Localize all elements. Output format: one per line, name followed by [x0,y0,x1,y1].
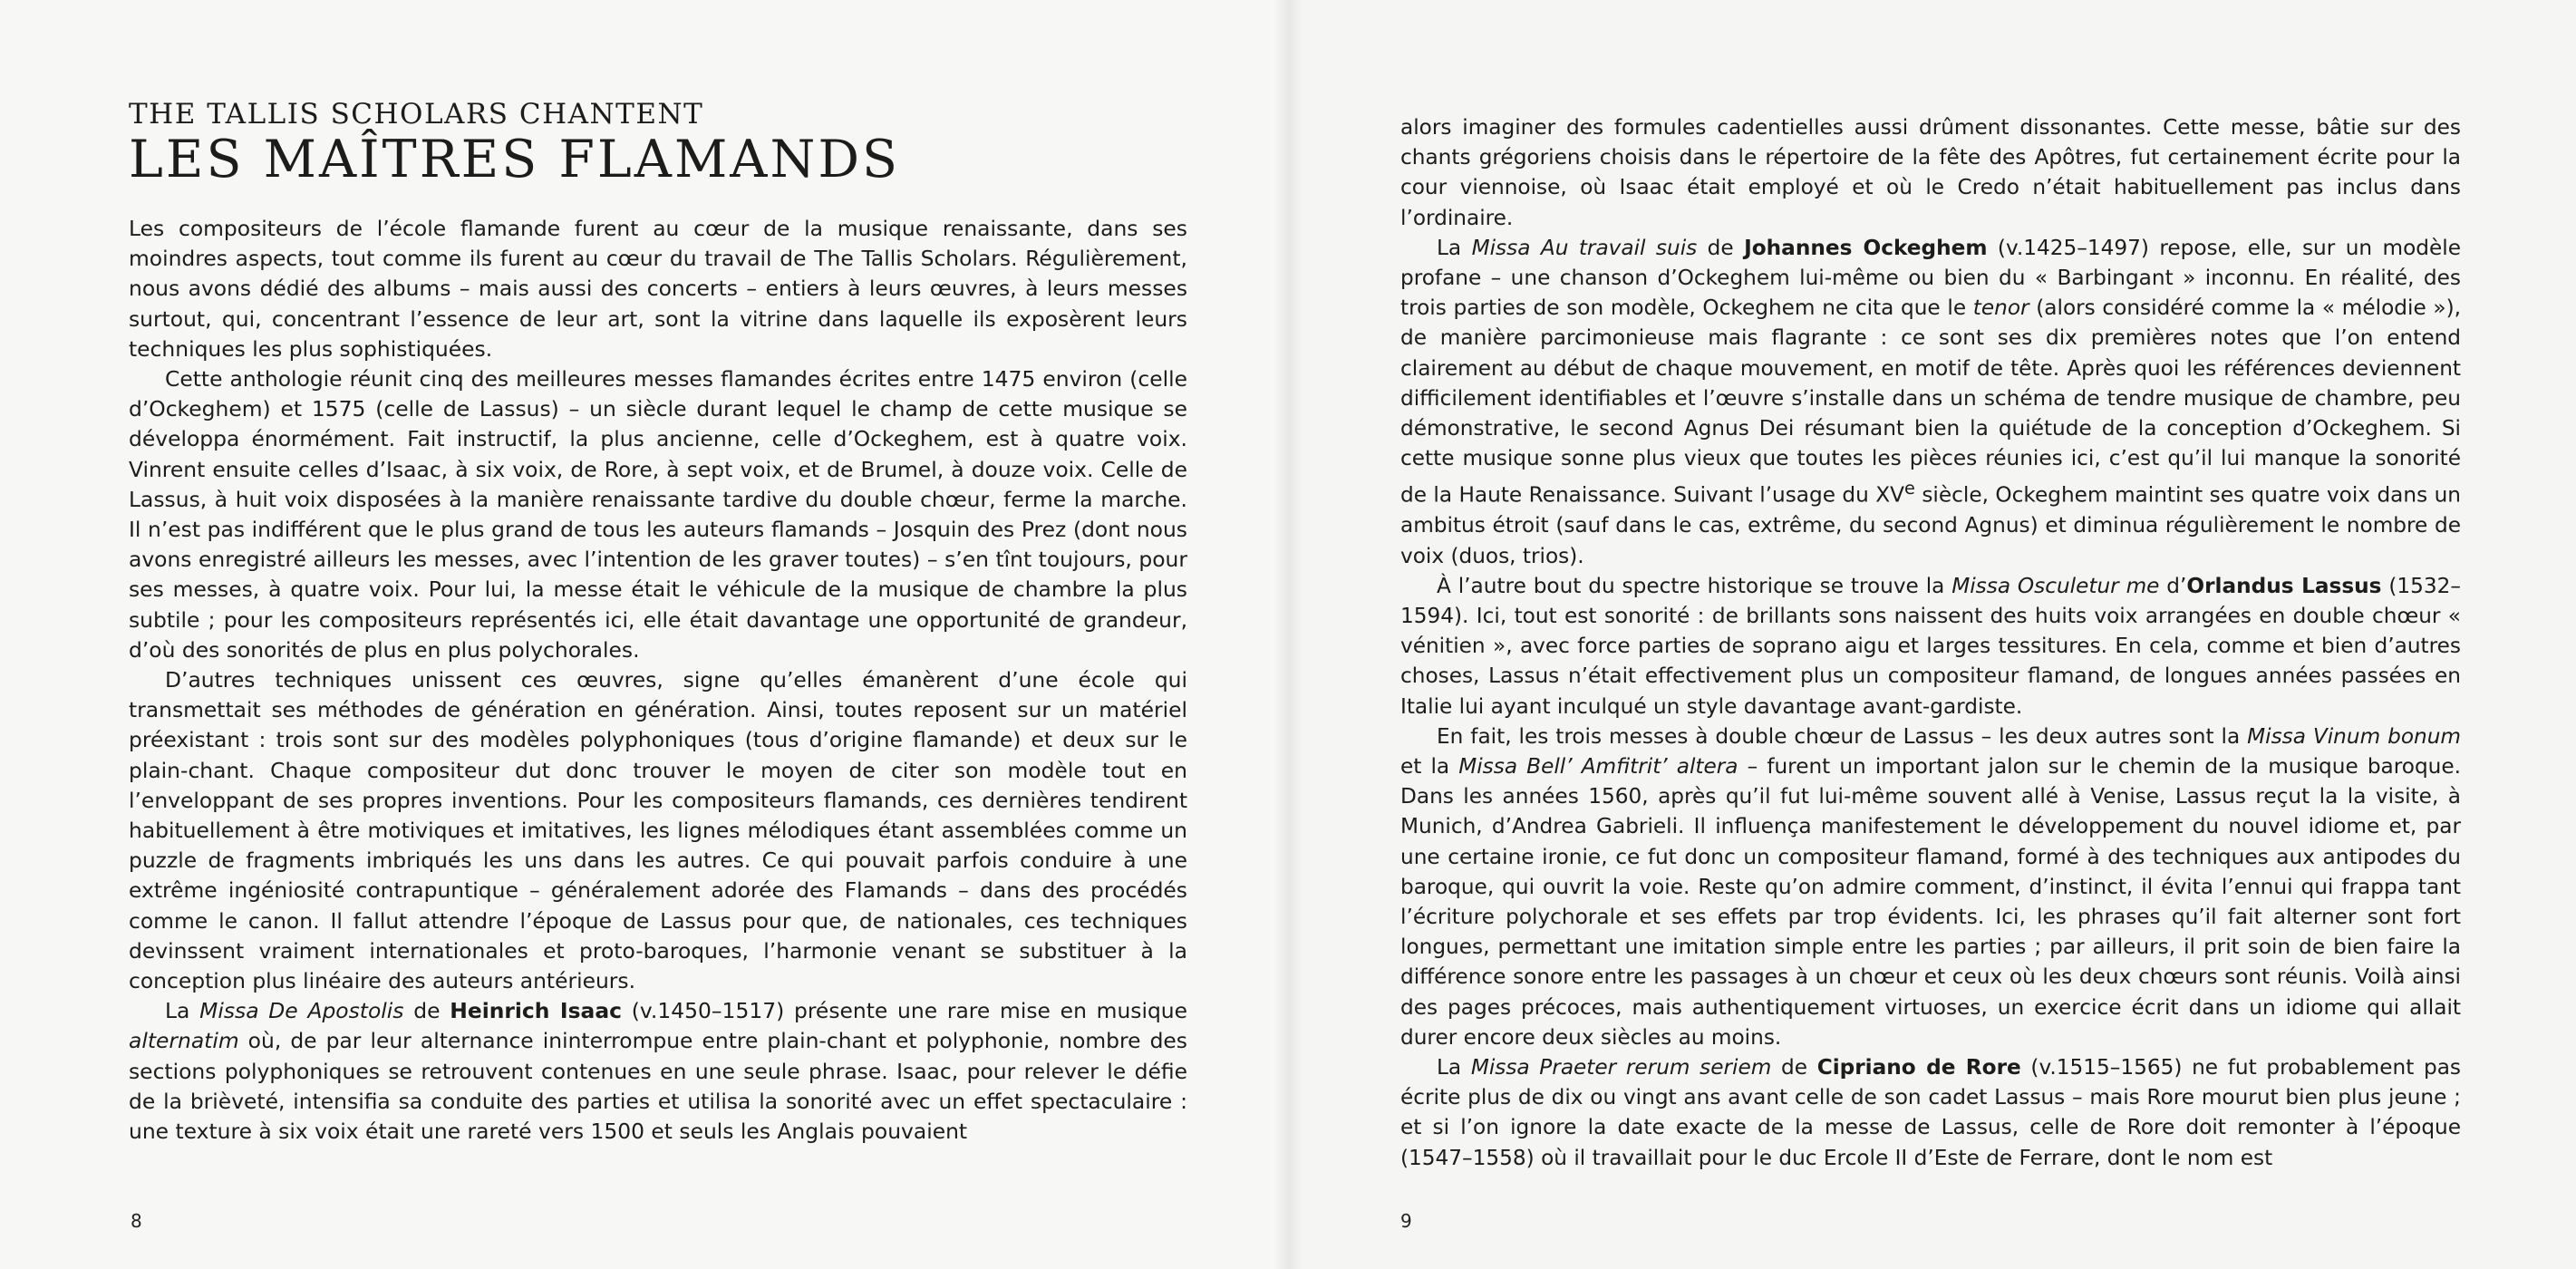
composer-name: Johannes Ockeghem [1744,235,1988,260]
text-run: de [1771,1055,1817,1080]
paragraph [129,996,1187,1147]
superscript: e [1904,478,1915,499]
binding-gutter [1273,0,1303,1269]
text-run: (alors considéré comme la « mélodie »), de manière parcimonieuse mais flagrante : ce sont ses dix premières notes que l’on entend clairement au début de chaque mouvement, en motif de tête. Après quoi les références deviennent difficilement identifiables et l’œuvre s’installe dans un schéma de tendre musique de chambre, peu démonstrative, le second Agnus Dei résumant bien la quiétude de la conception d’Ockeghem. Si cette musique sonne plus vieux que toutes les pièces réunies ici, c’est qu’il lui manque la sonorité de la Haute Renaissance. Suivant l’usage du XV [1400,295,2462,509]
text-run: À l’autre bout du spectre historique se trouve la [1437,573,1952,598]
paragraph: D’autres techniques unissent ces œuvres, signe qu’elles émanèrent d’une école qui transmettait ses méthodes de génération en génération. Ainsi, toutes reposent sur un matériel préexistant : trois sont sur des modèles polyphoniques (tous d’origine flamande) et deux sur le plain-chant. Chaque compositeur dut donc trouver le moyen de citer son modèle tout en l’enveloppant de ses propres inventions. Pour les compositeurs flamands, ces dernières tendirent habituellement à être motiviques et imitatives, les lignes mélodiques étant assemblées comme un puzzle de fragments imbriqués les uns dans les autres. Ce qui pouvait parfois conduire à une extrême ingéniosité contrapuntique – généralement adorée des Flamands – dans des procédés comme le canon. Il fallut attendre l’époque de Lassus pour que, de nationales, ces techniques devinssent vraiment internationales et proto-baroques, l’harmonie venant se substituer à la conception plus linéaire des auteurs antérieurs. [129,667,1187,994]
paragraph [1400,571,2461,722]
paragraph: Les compositeurs de l’école flamande furent au cœur de la musique renaissante, dans ses moindres aspects, tout comme ils furent au cœur du travail de The Tallis Scholars. Régulièrement, nous avons dédié des albums – mais aussi des concerts – entiers à leurs œuvres, à leurs messes surtout, qui, concentrant l’essence de leur art, sont la vitrine dans laquelle ils exposèrent leurs techniques les plus sophistiquées. [129,216,1187,362]
text-run: de [1697,235,1745,260]
text-run: où, de par leur alternance ininterrompue entre plain-chant et polyphonie, nombre des sections polyphoniques se retrouvent contenues en une seule phrase. Isaac, pour relever le défie de la brièveté, intensifia sa conduite des parties et utilisa la sonorité avec un effet spectaculaire : une texture à six voix était une rareté vers 1500 et seuls les Anglais pouvaient [129,1028,1187,1145]
left-text-column [129,98,1187,1147]
text-run: La [1437,235,1472,260]
mass-title: Missa Vinum bonum [2247,723,2461,749]
mass-title: Missa De Apostolis [199,998,404,1024]
page-title: LES MAÎTRES FLAMANDS [129,130,901,189]
page-number: 8 [131,1210,142,1232]
composer-name: Heinrich Isaac [450,998,622,1024]
text-run: (v.1425–1497) repose, elle, sur un modèle profane – une chanson d’Ockeghem lui-même ou bien du « Barbingant » inconnu. En réalité, des trois parties de son modèle, Ockeghem ne cita que le [1400,235,2461,321]
paragraph [1400,722,2461,1052]
page-number: 9 [1400,1210,1412,1232]
mass-title: Missa Osculetur me [1951,573,2160,598]
text-run: – furent un important jalon sur le chemin de la musique baroque. Dans les années 1560, après qu’il fut lui-même souvent allé à Venise, Lassus reçut la la visite, à Munich, d’Andrea Gabrieli. Il influença manifestement le développement du nouvel idiome et, par une certaine ironie, ce fut donc un compositeur flamand, formé à des techniques aux antipodes du baroque, qui ouvrit la voie. Reste qu’on admire comment, d’instinct, il évita l’ennui qui frappa tant l’écriture polychorale et ses effets par trop évidents. Ici, les phrases qu’il fait alterner sont fort longues, permettant une imitation simple entre les parties ; par ailleurs, il prit soin de bien faire la différence sonore entre les passages à un chœur et ceux où les deux chœurs sont réunis. Voilà ainsi des pages précoces, mais authentiquement virtuoses, un exercice écrit dans un idiome qui allait durer encore deux siècles au moins. [1400,754,2462,1050]
text-run: et la [1400,754,1459,779]
italic-term: alternatim [129,1028,239,1054]
italic-term: tenor [1972,295,2029,321]
text-run: La [165,998,200,1024]
page-kicker: THE TALLIS SCHOLARS CHANTENT [129,98,704,131]
right-text-column [1400,112,2461,1173]
mass-title: Missa Bell’ Amfitrit’ altera [1458,754,1738,779]
text-run: (1532–1594). Ici, tout est sonorité : de brillants sons naissent des huits voix arrangées en double chœur « vénitien », avec force parties de soprano aigu et larges tessitures. En cela, comme et bien d’autres choses, Lassus n’était effectivement plus un compositeur flamand, de longues années passées en Italie lui ayant inculqué un style davantage avant-gardiste. [1400,573,2461,719]
text-run: (v.1515–1565) ne fut probablement pas écrite plus de dix ou vingt ans avant celle de son cadet Lassus – mais Rore mourut bien plus jeune ; et si l’on ignore la date exacte de la messe de Lassus, celle de Rore doit remonter à l’époque (1547–1558) où il travaillait pour le duc Ercole II d’Este de Ferrare, dont le nom est [1400,1055,2461,1170]
mass-title: Missa Au travail suis [1471,235,1698,260]
text-run: d’ [2159,573,2187,598]
text-run: siècle, Ockeghem maintint ses quatre voix dans un ambitus étroit (sauf dans le cas, extrême, du second Agnus) et diminua régulièrement le nombre de voix (duos, trios). [1400,483,2461,568]
paragraph: Cette anthologie réunit cinq des meilleures messes flamandes écrites entre 1475 environ (celle d’Ockeghem) et 1575 (celle de Lassus) – un siècle durant lequel le champ de cette musique se développa énormément. Fait instructif, la plus ancienne, celle d’Ockeghem, est à quatre voix. Vinrent ensuite celles d’Isaac, à six voix, de Rore, à sept voix, et de Brumel, à douze voix. Celle de Lassus, à huit voix disposées à la manière renaissante tardive du double chœur, ferme la marche. Il n’est pas indifférent que le plus grand de tous les auteurs flamands – Josquin des Prez (dont nous avons enregistré ailleurs les messes, avec l’intention de les graver toutes) – s’en tînt toujours, pour ses messes, à quatre voix. Pour lui, la messe était le véhicule de la musique de chambre la plus subtile ; pour les compositeurs représentés ici, elle était davantage une opportunité de grandeur, d’où des sonorités de plus en plus polychorales. [129,366,1187,663]
mass-title: Missa Praeter rerum seriem [1470,1055,1772,1080]
text-run: (v.1450–1517) présente une rare mise en musique [621,998,1188,1024]
composer-name: Orlandus Lassus [2186,573,2382,598]
text-run: En fait, les trois messes à double chœur de Lassus – les deux autres sont la [1437,723,2248,749]
composer-name: Cipriano de Rore [1816,1055,2021,1080]
right-page [1288,0,2576,1269]
paragraph [1400,233,2461,571]
text-run: de [403,998,450,1024]
paragraph: alors imaginer des formules cadentielles aussi drûment dissonantes. Cette messe, bâtie sur des chants grégoriens choisis dans le répertoire de la fête des Apôtres, fut certainement écrite pour la cour viennoise, où Isaac était employé et où le Credo n’était habituellement pas inclus dans l’ordinaire. [1400,115,2461,230]
text-run: La [1437,1055,1471,1080]
paragraph [1400,1052,2461,1173]
